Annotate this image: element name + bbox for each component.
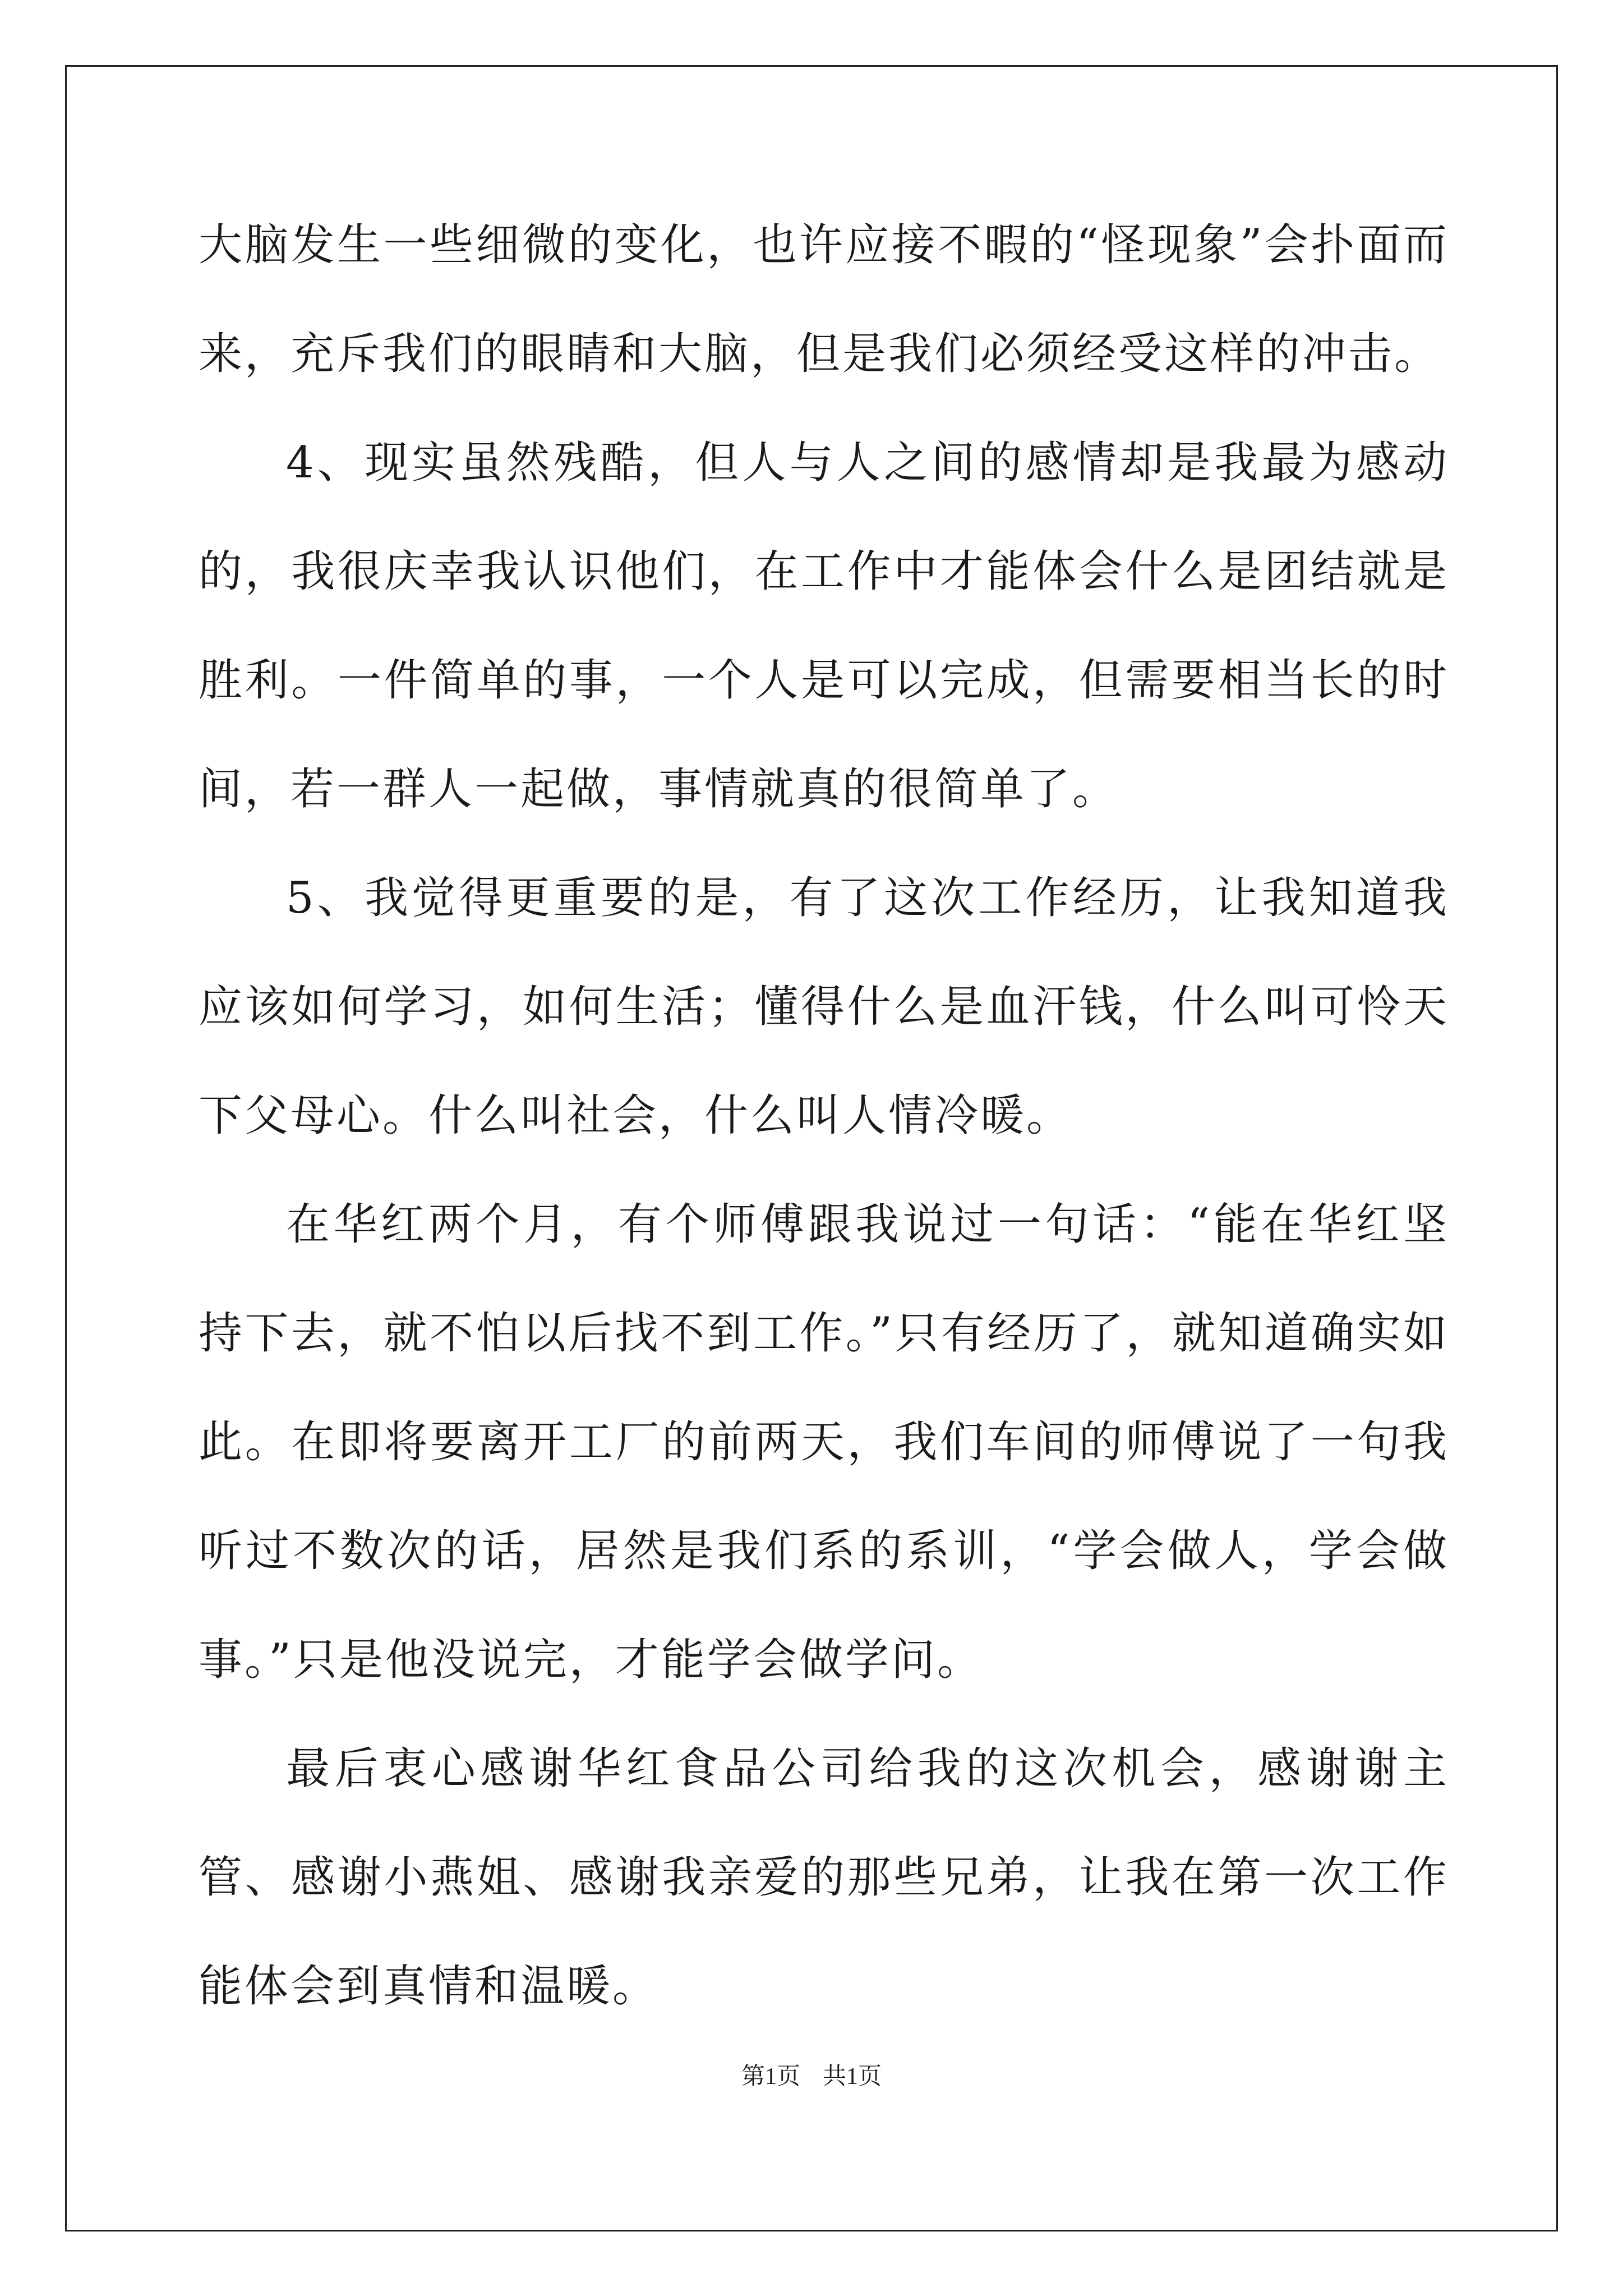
document-body [199,191,1449,2041]
page-number-current: 第1页 [741,2064,800,2090]
page-footer [0,2058,1623,2091]
paragraph-1: 大脑发生一些细微的变化，也许应接不暇的“怪现象”会扑面而来，充斥我们的眼睛和大脑，但是我们必须经受这样的冲击。 [199,220,1449,379]
paragraph-5: 最后衷心感谢华红食品公司给我的这次机会，感谢谢主管、感谢小燕姐、感谢我亲爱的那些兄弟，让我在第一次工作能体会到真情和温暖。 [199,1743,1449,2012]
paragraph-2: 4、现实虽然残酷，但人与人之间的感情却是我最为感动的，我很庆幸我认识他们，在工作中才能体会什么是团结就是胜利。一件简单的事，一个人是可以完成，但需要相当长的时间，若一群人一起做，事情就真的很简单了。 [199,438,1449,815]
paragraph-4: 在华红两个月，有个师傅跟我说过一句话：“能在华红坚持下去，就不怕以后找不到工作。”只有经历了，就知道确实如此。在即将要离开工厂的前两天，我们车间的师傅说了一句我听过不数次的话，居然是我们系的系训，“学会做人，学会做事。”只是他没说完，才能学会做学问。 [199,1199,1449,1685]
paragraph-3: 5、我觉得更重要的是，有了这次工作经历，让我知道我应该如何学习，如何生活；懂得什么是血汗钱，什么叫可怜天下父母心。什么叫社会，什么叫人情冷暖。 [199,873,1449,1141]
page-number-total: 共1页 [823,2064,882,2090]
